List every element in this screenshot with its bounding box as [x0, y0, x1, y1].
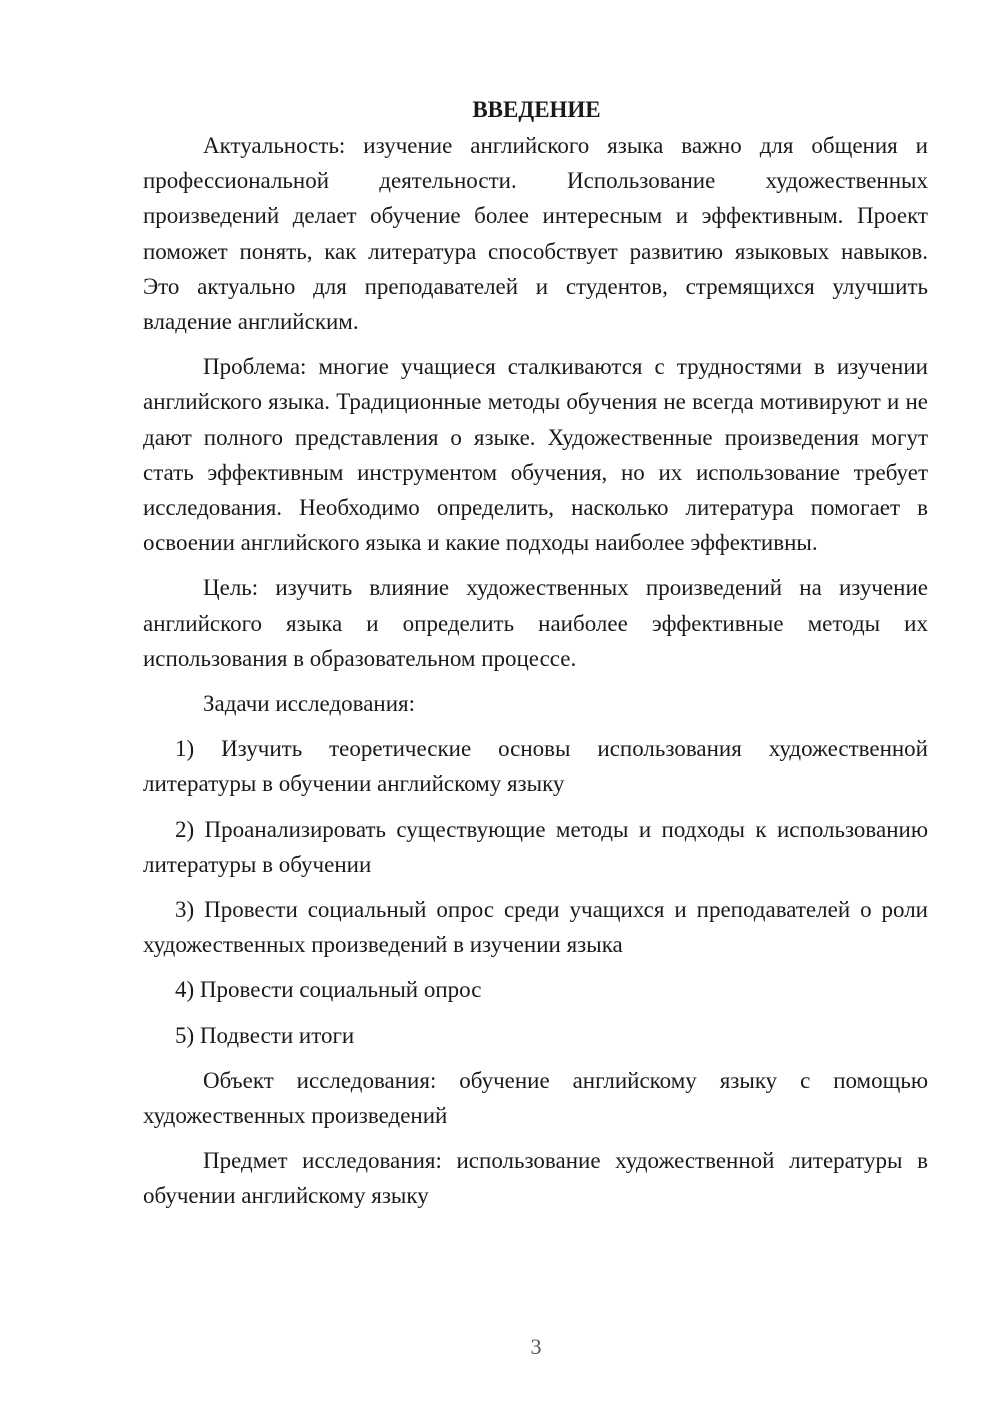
page-number: 3: [530, 1334, 542, 1359]
tasks-heading: Задачи исследования:: [203, 691, 416, 717]
document-page: [143, 92, 928, 1224]
task-item-4: 4) Провести социальный опрос: [175, 977, 482, 1003]
task-item-3: 3) Провести социальный опрос среди учащихся и преподавателей о роли художественных произведений в изучении языка: [143, 897, 928, 958]
task-item-5: 5) Подвести итоги: [175, 1022, 355, 1048]
task-item-1: 1) Изучить теоретические основы использования художественной литературы в обучении английскому языку: [143, 736, 928, 797]
problem-paragraph: Проблема: многие учащиеся сталкиваются с трудностями в изучении английского языка. Традиционные методы обучения не всегда мотивируют и не дают полного представления о языке. Художественные произведения могут стать эффективным инструментом обучения, но их использование требует исследования. Необходимо определить, насколько литература помогает в освоении английского языка и какие подходы наиболее эффективны.: [143, 354, 928, 556]
goal-paragraph: Цель: изучить влияние художественных произведений на изучение английского языка и определить наиболее эффективные методы их использования в образовательном процессе.: [143, 575, 928, 671]
object-paragraph: Объект исследования: обучение английскому языку с помощью художественных произведений: [143, 1067, 928, 1129]
relevance-paragraph: Актуальность: изучение английского языка важно для общения и профессиональной деятельности. Использование художественных произведений делает обучение более интересным и эффективным. Проект поможет понять, как литература способствует развитию языковых навыков. Это актуально для преподавателей и студентов, стремящихся улучшить владение английским.: [143, 133, 928, 335]
section-title: ВВЕДЕНИЕ: [472, 97, 601, 122]
subject-paragraph: Предмет исследования: использование художественной литературы в обучении английскому языку: [143, 1148, 928, 1209]
task-item-2: 2) Проанализировать существующие методы и подходы к использованию литературы в обучении: [143, 816, 928, 877]
